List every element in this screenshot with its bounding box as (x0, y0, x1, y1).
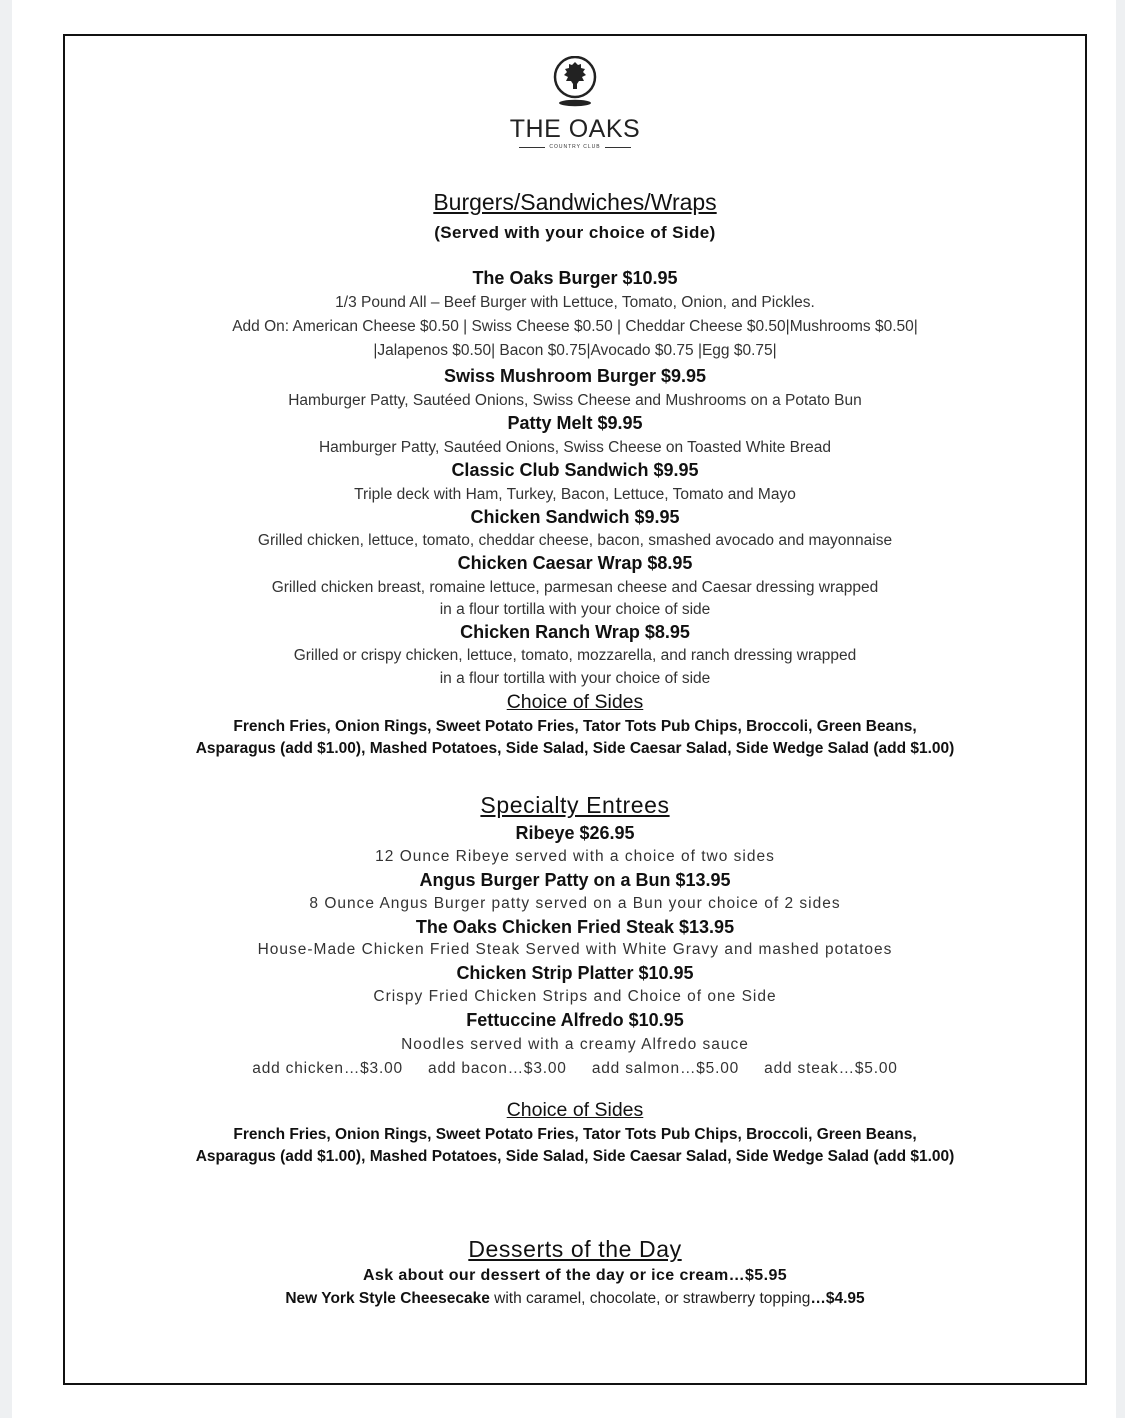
item-name: Fettuccine Alfredo $10.95 (466, 1010, 684, 1030)
choice-of-sides-title: Choice of Sides (506, 1099, 644, 1121)
item-description: Grilled chicken breast, romaine lettuce, parmesan cheese and Caesar dressing wrapped (271, 579, 879, 596)
oak-tree-icon (550, 56, 600, 108)
item-description: House-Made Chicken Fried Steak Served with White Gravy and mashed potatoes (257, 941, 893, 958)
section-note: (Served with your choice of Side) (434, 223, 716, 242)
item-description: in a flour tortilla with your choice of side (439, 670, 711, 687)
addon-chicken: add chicken…$3.00 (252, 1060, 403, 1077)
item-name: Angus Burger Patty on a Bun $13.95 (419, 870, 731, 890)
club-subtitle: COUNTRY CLUB (65, 144, 1085, 150)
item-name: The Oaks Chicken Fried Steak $13.95 (415, 917, 735, 937)
item-description: 8 Ounce Angus Burger patty served on a Bun your choice of 2 sides (309, 895, 841, 912)
sides-list: Asparagus (add $1.00), Mashed Potatoes, Side Salad, Side Caesar Salad, Side Wedge Salad (add $1.00) (195, 1148, 955, 1165)
item-description: Grilled chicken, lettuce, tomato, cheddar cheese, bacon, smashed avocado and mayonnaise (257, 532, 893, 549)
choice-of-sides-title: Choice of Sides (506, 691, 644, 713)
sides-list: French Fries, Onion Rings, Sweet Potato Fries, Tator Tots Pub Chips, Broccoli, Green Beans, (233, 1126, 917, 1143)
item-name: Chicken Caesar Wrap $8.95 (457, 553, 693, 573)
item-description: Grilled or crispy chicken, lettuce, tomato, mozzarella, and ranch dressing wrapped (293, 647, 857, 664)
item-description: 1/3 Pound All – Beef Burger with Lettuce, Tomato, Onion, and Pickles. (335, 294, 815, 311)
item-name: Chicken Strip Platter $10.95 (456, 963, 694, 983)
cheesecake-line (65, 1290, 1085, 1308)
sides-list: French Fries, Onion Rings, Sweet Potato Fries, Tator Tots Pub Chips, Broccoli, Green Beans, (233, 718, 917, 735)
item-description: in a flour tortilla with your choice of side (439, 601, 711, 618)
addon-bacon: add bacon…$3.00 (428, 1060, 567, 1077)
sides-list: Asparagus (add $1.00), Mashed Potatoes, Side Salad, Side Caesar Salad, Side Wedge Salad (add $1.00) (195, 740, 955, 757)
cheesecake-name: New York Style Cheesecake (285, 1290, 490, 1307)
item-name: The Oaks Burger $10.95 (472, 268, 678, 288)
item-description: Hamburger Patty, Sautéed Onions, Swiss Cheese and Mushrooms on a Potato Bun (288, 392, 862, 409)
item-name: Ribeye $26.95 (515, 823, 635, 843)
addons-row (65, 1060, 1085, 1078)
item-description: Crispy Fried Chicken Strips and Choice of one Side (373, 988, 777, 1005)
cheesecake-price: …$4.95 (810, 1290, 865, 1307)
item-description: Hamburger Patty, Sautéed Onions, Swiss Cheese on Toasted White Bread (318, 439, 832, 456)
cheesecake-description: with caramel, chocolate, or strawberry topping (489, 1290, 811, 1307)
addon-steak: add steak…$5.00 (764, 1060, 898, 1077)
item-name: Chicken Ranch Wrap $8.95 (460, 622, 690, 642)
item-name: Patty Melt $9.95 (507, 413, 643, 433)
item-description: 12 Ounce Ribeye served with a choice of two sides (375, 848, 775, 865)
item-description: Add On: American Cheese $0.50 | Swiss Cheese $0.50 | Cheddar Cheese $0.50|Mushrooms $0.50| (232, 318, 918, 335)
item-name: Swiss Mushroom Burger $9.95 (443, 366, 707, 386)
menu-border (63, 34, 1087, 1385)
section-title-desserts: Desserts of the Day (468, 1236, 682, 1262)
item-description: Noodles served with a creamy Alfredo sauce (401, 1036, 749, 1053)
addon-salmon: add salmon…$5.00 (591, 1060, 740, 1077)
club-name: THE OAKS (509, 115, 641, 143)
item-description: Triple deck with Ham, Turkey, Bacon, Lettuce, Tomato and Mayo (354, 486, 796, 503)
item-name: Classic Club Sandwich $9.95 (451, 460, 699, 480)
dessert-of-the-day: Ask about our dessert of the day or ice cream…$5.95 (362, 1267, 788, 1284)
section-title-burgers: Burgers/Sandwiches/Wraps (433, 189, 717, 215)
club-logo (65, 56, 1085, 150)
item-name: Chicken Sandwich $9.95 (470, 507, 680, 527)
section-title-entrees: Specialty Entrees (480, 792, 670, 818)
menu-page (12, 0, 1116, 1418)
item-description: |Jalapenos $0.50| Bacon $0.75|Avocado $0.75 |Egg $0.75| (373, 342, 777, 359)
